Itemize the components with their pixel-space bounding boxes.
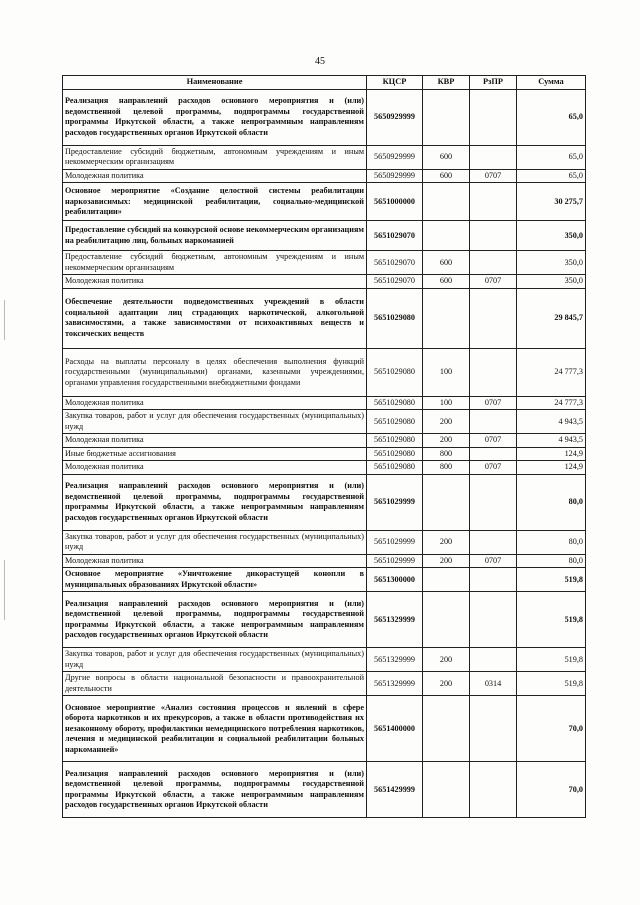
table-row — [63, 461, 586, 475]
cell-sum: 80,0 — [517, 554, 586, 568]
cell-kvr: 200 — [423, 648, 470, 672]
cell-sum: 4 943,5 — [517, 434, 586, 448]
cell-kvr: 600 — [423, 145, 470, 169]
cell-sum: 24 777,3 — [517, 396, 586, 410]
cell-name: Молодежная политика — [63, 396, 367, 410]
cell-kvr — [423, 221, 470, 251]
table-row — [63, 530, 586, 554]
cell-name: Молодежная политика — [63, 461, 367, 475]
header-rzpr: РзПР — [470, 76, 517, 90]
cell-kcsr: 5651029080 — [367, 447, 423, 461]
cell-kcsr: 5651029070 — [367, 221, 423, 251]
page-number: 45 — [315, 56, 325, 67]
cell-name: Реализация направлений расходов основного мероприятия и (или) ведомственной целевой программы, подпрограммы государственной программы Иркутской области, а также непрограммным направлениям расходов государственных органов Иркутской области — [63, 762, 367, 818]
cell-kcsr: 5650929999 — [367, 145, 423, 169]
cell-sum: 350,0 — [517, 251, 586, 275]
cell-kvr: 200 — [423, 410, 470, 434]
cell-kvr — [423, 89, 470, 145]
cell-kcsr: 5651029999 — [367, 474, 423, 530]
cell-sum: 80,0 — [517, 530, 586, 554]
cell-rzpr: 0707 — [470, 275, 517, 289]
table-row — [63, 89, 586, 145]
cell-sum: 70,0 — [517, 696, 586, 762]
scan-edge-mark — [4, 300, 5, 340]
cell-kvr: 800 — [423, 447, 470, 461]
header-name: Наименование — [63, 76, 367, 90]
cell-name: Другие вопросы в области национальной безопасности и правоохранительной деятельности — [63, 672, 367, 696]
table-row — [63, 221, 586, 251]
cell-sum: 80,0 — [517, 474, 586, 530]
table-row — [63, 672, 586, 696]
cell-name: Иные бюджетные ассигнования — [63, 447, 367, 461]
cell-rzpr: 0707 — [470, 169, 517, 183]
cell-rzpr — [470, 592, 517, 648]
cell-sum: 350,0 — [517, 221, 586, 251]
cell-rzpr — [470, 288, 517, 348]
cell-name: Молодежная политика — [63, 434, 367, 448]
cell-rzpr — [470, 648, 517, 672]
table-row — [63, 696, 586, 762]
cell-sum: 124,9 — [517, 461, 586, 475]
cell-kvr — [423, 568, 470, 592]
cell-kcsr: 5651029999 — [367, 530, 423, 554]
cell-name: Закупка товаров, работ и услуг для обеспечения государственных (муниципальных) нужд — [63, 410, 367, 434]
cell-kcsr: 5651429999 — [367, 762, 423, 818]
table-row — [63, 474, 586, 530]
cell-sum: 519,8 — [517, 592, 586, 648]
cell-kcsr: 5651029080 — [367, 434, 423, 448]
cell-kvr: 100 — [423, 396, 470, 410]
cell-sum: 29 845,7 — [517, 288, 586, 348]
cell-rzpr: 0707 — [470, 554, 517, 568]
table-body — [63, 89, 586, 818]
cell-sum: 124,9 — [517, 447, 586, 461]
cell-rzpr: 0314 — [470, 672, 517, 696]
cell-sum: 350,0 — [517, 275, 586, 289]
cell-sum: 65,0 — [517, 145, 586, 169]
cell-sum: 70,0 — [517, 762, 586, 818]
cell-kvr: 800 — [423, 461, 470, 475]
cell-name: Молодежная политика — [63, 169, 367, 183]
table-row — [63, 648, 586, 672]
budget-table — [62, 75, 586, 818]
cell-sum: 30 275,7 — [517, 183, 586, 221]
header-sum: Сумма — [517, 76, 586, 90]
cell-kcsr: 5651300000 — [367, 568, 423, 592]
cell-rzpr: 0707 — [470, 461, 517, 475]
table-row — [63, 145, 586, 169]
cell-kcsr: 5651329999 — [367, 592, 423, 648]
cell-rzpr — [470, 474, 517, 530]
cell-rzpr — [470, 568, 517, 592]
cell-sum: 519,8 — [517, 672, 586, 696]
cell-sum: 4 943,5 — [517, 410, 586, 434]
cell-name: Предоставление субсидий бюджетным, автономным учреждениям и иным некоммерческим организациям — [63, 251, 367, 275]
cell-name: Предоставление субсидий на конкурсной основе некоммерческим организациям на реабилитацию лиц, больных наркоманией — [63, 221, 367, 251]
cell-kcsr: 5651029080 — [367, 410, 423, 434]
cell-name: Реализация направлений расходов основного мероприятия и (или) ведомственной целевой программы, подпрограммы государственной программы Иркутской области, а также непрограммным направлениям расходов государственных органов Иркутской области — [63, 89, 367, 145]
header-kvr: КВР — [423, 76, 470, 90]
cell-sum: 519,8 — [517, 648, 586, 672]
cell-rzpr — [470, 762, 517, 818]
cell-kcsr: 5651000000 — [367, 183, 423, 221]
table-header-row — [63, 76, 586, 90]
cell-name: Реализация направлений расходов основного мероприятия и (или) ведомственной целевой программы, подпрограммы государственной программы Иркутской области, а также непрограммным направлениям расходов государственных органов Иркутской области — [63, 592, 367, 648]
cell-rzpr — [470, 221, 517, 251]
cell-rzpr — [470, 410, 517, 434]
cell-kcsr: 5650929999 — [367, 169, 423, 183]
cell-kcsr: 5651029070 — [367, 251, 423, 275]
cell-kcsr: 5651029999 — [367, 554, 423, 568]
cell-kcsr: 5651329999 — [367, 648, 423, 672]
table-row — [63, 275, 586, 289]
cell-name: Основное мероприятие «Анализ состояния процессов и явлений в сфере оборота наркотиков и их прекурсоров, а также в области противодействия их незаконному обороту, профилактики немедицинского потребления наркотиков, лечения и медицинской реабилитации и социальной реабилитации больных наркоманией» — [63, 696, 367, 762]
cell-kcsr: 5651029080 — [367, 461, 423, 475]
cell-name: Основное мероприятие «Уничтожение дикорастущей конопли в муниципальных образованиях Иркутской области» — [63, 568, 367, 592]
cell-rzpr: 0707 — [470, 434, 517, 448]
cell-sum: 519,8 — [517, 568, 586, 592]
table-row — [63, 169, 586, 183]
table-row — [63, 762, 586, 818]
cell-kcsr: 5651329999 — [367, 672, 423, 696]
cell-rzpr: 0707 — [470, 396, 517, 410]
table-row — [63, 410, 586, 434]
table-row — [63, 568, 586, 592]
cell-name: Основное мероприятие «Создание целостной системы реабилитации наркозависимых: медицинской реабилитации, социально-медицинской реабилитации» — [63, 183, 367, 221]
cell-kvr: 200 — [423, 554, 470, 568]
cell-kvr — [423, 696, 470, 762]
cell-name: Обеспечение деятельности подведомственных учреждений в области социальной адаптации лиц страдающих наркотической, алкогольной зависимостями, а также зависимостями от психоактивных веществ и токсических веществ — [63, 288, 367, 348]
cell-sum: 65,0 — [517, 169, 586, 183]
cell-kvr: 200 — [423, 672, 470, 696]
cell-kvr — [423, 288, 470, 348]
cell-rzpr — [470, 89, 517, 145]
cell-name: Предоставление субсидий бюджетным, автономным учреждениям и иным некоммерческим организациям — [63, 145, 367, 169]
cell-kvr — [423, 762, 470, 818]
table-row — [63, 183, 586, 221]
cell-kvr: 600 — [423, 251, 470, 275]
cell-name: Реализация направлений расходов основного мероприятия и (или) ведомственной целевой программы, подпрограммы государственной программы Иркутской области, а также непрограммным направлениям расходов государственных органов Иркутской области — [63, 474, 367, 530]
cell-kvr: 600 — [423, 169, 470, 183]
cell-rzpr — [470, 696, 517, 762]
cell-name: Молодежная политика — [63, 275, 367, 289]
table-row — [63, 396, 586, 410]
cell-rzpr — [470, 447, 517, 461]
cell-name: Закупка товаров, работ и услуг для обеспечения государственных (муниципальных) нужд — [63, 648, 367, 672]
cell-rzpr — [470, 348, 517, 396]
header-kcsr: КЦСР — [367, 76, 423, 90]
table-row — [63, 348, 586, 396]
table-row — [63, 447, 586, 461]
table-row — [63, 434, 586, 448]
cell-name: Молодежная политика — [63, 554, 367, 568]
cell-name: Расходы на выплаты персоналу в целях обеспечения выполнения функций государственными (муниципальными) органами, казенными учреждениями, органами управления государственными внебюджетными фондами — [63, 348, 367, 396]
cell-kvr: 200 — [423, 530, 470, 554]
cell-name: Закупка товаров, работ и услуг для обеспечения государственных (муниципальных) нужд — [63, 530, 367, 554]
cell-kvr — [423, 183, 470, 221]
cell-kcsr: 5651029080 — [367, 288, 423, 348]
cell-rzpr — [470, 145, 517, 169]
cell-kvr: 200 — [423, 434, 470, 448]
cell-kvr — [423, 592, 470, 648]
cell-kcsr: 5651029080 — [367, 348, 423, 396]
cell-rzpr — [470, 251, 517, 275]
cell-kvr: 600 — [423, 275, 470, 289]
cell-sum: 65,0 — [517, 89, 586, 145]
table-row — [63, 251, 586, 275]
table-row — [63, 592, 586, 648]
cell-kcsr: 5651029070 — [367, 275, 423, 289]
cell-kcsr: 5651029080 — [367, 396, 423, 410]
cell-kcsr: 5650929999 — [367, 89, 423, 145]
table-row — [63, 288, 586, 348]
cell-kvr: 100 — [423, 348, 470, 396]
cell-kcsr: 5651400000 — [367, 696, 423, 762]
cell-kvr — [423, 474, 470, 530]
cell-sum: 24 777,3 — [517, 348, 586, 396]
table-row — [63, 554, 586, 568]
scan-edge-mark — [4, 560, 5, 620]
cell-rzpr — [470, 530, 517, 554]
cell-rzpr — [470, 183, 517, 221]
